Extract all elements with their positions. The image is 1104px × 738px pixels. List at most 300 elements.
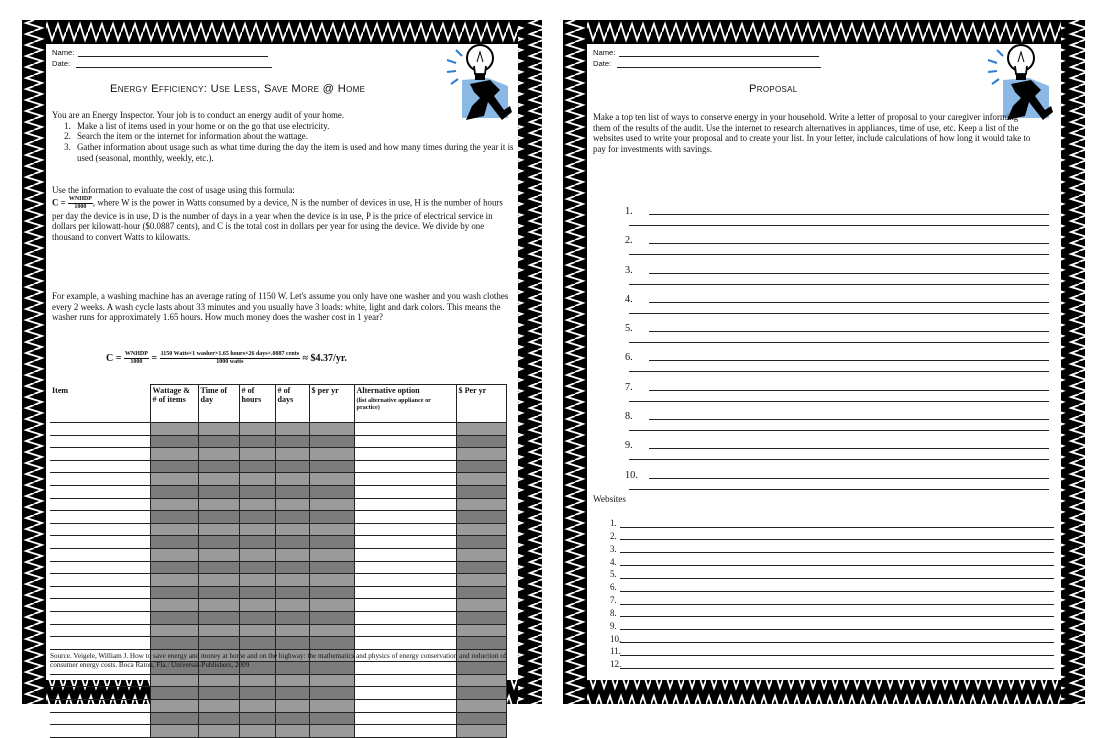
alternative-cell[interactable]	[354, 423, 456, 436]
wattage-cell[interactable]	[150, 485, 198, 498]
per-yr-cell[interactable]	[309, 435, 354, 448]
alternative-cell[interactable]	[354, 548, 456, 561]
hours-cell[interactable]	[239, 460, 275, 473]
alternative-cell[interactable]	[354, 435, 456, 448]
per-yr-cell[interactable]	[309, 536, 354, 549]
example-num-2: 1150 Watts×1 washer×1.65 hours×26 days×.0887 cents	[160, 351, 300, 357]
answer-line[interactable]	[629, 371, 1049, 372]
per-yr-cell[interactable]	[309, 725, 354, 738]
proposal-date-field[interactable]	[593, 59, 821, 68]
list-item[interactable]	[625, 235, 1049, 264]
proposal-name-field[interactable]	[593, 48, 819, 57]
answer-line[interactable]	[649, 478, 1049, 479]
days-cell[interactable]	[275, 712, 309, 725]
per-yr-cell[interactable]	[309, 548, 354, 561]
website-line[interactable]	[620, 616, 1054, 617]
item-cell[interactable]	[50, 498, 150, 511]
per-yr-cell[interactable]	[309, 712, 354, 725]
wattage-cell[interactable]	[150, 637, 198, 650]
per-yr-cell[interactable]	[309, 586, 354, 599]
list-item[interactable]	[625, 352, 1049, 381]
hours-cell[interactable]	[239, 498, 275, 511]
per-yr-2-cell[interactable]	[456, 498, 506, 511]
col-wattage: Wattage & # of items	[150, 385, 198, 423]
hours-cell[interactable]	[239, 586, 275, 599]
item-cell[interactable]	[50, 574, 150, 587]
item-cell[interactable]	[50, 725, 150, 738]
website-number: 5.	[610, 569, 617, 580]
answer-line[interactable]	[629, 254, 1049, 255]
source-citation: Source. Veigele, William J. How to save energy and money at home and on the highway: the mathematics and physics of energy conservation and reduction of consumer energy costs. Boca Raton, Fla.: Universal-Publishers, 2009	[50, 652, 507, 669]
lightbulb-person-icon	[985, 40, 1059, 122]
wattage-cell[interactable]	[150, 548, 198, 561]
per-yr-cell[interactable]	[309, 687, 354, 700]
per-yr-cell[interactable]	[309, 624, 354, 637]
table-row	[50, 460, 506, 473]
per-yr-2-cell[interactable]	[456, 548, 506, 561]
website-item[interactable]	[610, 607, 1054, 620]
per-yr-2-cell[interactable]	[456, 674, 506, 687]
per-yr-2-cell[interactable]	[456, 448, 506, 461]
per-yr-2-cell[interactable]	[456, 485, 506, 498]
wattage-cell[interactable]	[150, 674, 198, 687]
days-cell[interactable]	[275, 460, 309, 473]
website-line[interactable]	[620, 539, 1054, 540]
alternative-cell[interactable]	[354, 725, 456, 738]
wattage-cell[interactable]	[150, 435, 198, 448]
hours-cell[interactable]	[239, 536, 275, 549]
website-line[interactable]	[620, 668, 1054, 669]
website-line[interactable]	[620, 552, 1054, 553]
alternative-cell[interactable]	[354, 624, 456, 637]
websites-list	[610, 517, 1054, 671]
time-cell[interactable]	[198, 725, 239, 738]
time-cell[interactable]	[198, 548, 239, 561]
time-cell[interactable]	[198, 700, 239, 713]
hours-cell[interactable]	[239, 599, 275, 612]
formula-intro: Use the information to evaluate the cost of usage using this formula:	[52, 185, 295, 195]
days-cell[interactable]	[275, 536, 309, 549]
table-row	[50, 674, 506, 687]
website-line[interactable]	[620, 527, 1054, 528]
alternative-cell[interactable]	[354, 712, 456, 725]
days-cell[interactable]	[275, 485, 309, 498]
hours-cell[interactable]	[239, 423, 275, 436]
worksheet-title: Energy Efficiency: Use Less, Save More @ Home	[110, 83, 366, 95]
wattage-cell[interactable]	[150, 574, 198, 587]
alternative-cell[interactable]	[354, 498, 456, 511]
website-item[interactable]	[610, 530, 1054, 543]
answer-line[interactable]	[629, 459, 1049, 460]
time-cell[interactable]	[198, 574, 239, 587]
table-row	[50, 435, 506, 448]
alternative-cell[interactable]	[354, 473, 456, 486]
time-cell[interactable]	[198, 624, 239, 637]
days-cell[interactable]	[275, 473, 309, 486]
website-number: 12.	[610, 659, 622, 670]
item-cell[interactable]	[50, 687, 150, 700]
example-fraction-1	[124, 351, 149, 366]
table-row	[50, 624, 506, 637]
answer-line[interactable]	[629, 313, 1049, 314]
item-cell[interactable]	[50, 611, 150, 624]
list-number: 5.	[625, 323, 633, 335]
wattage-cell[interactable]	[150, 423, 198, 436]
website-line[interactable]	[620, 604, 1054, 605]
wattage-cell[interactable]	[150, 725, 198, 738]
wattage-cell[interactable]	[150, 511, 198, 524]
website-line[interactable]	[620, 591, 1054, 592]
answer-line[interactable]	[649, 243, 1049, 244]
list-item[interactable]	[625, 206, 1049, 235]
website-line[interactable]	[620, 655, 1054, 656]
list-item[interactable]	[625, 323, 1049, 352]
col-per-yr: $ per yr	[309, 385, 354, 423]
item-cell[interactable]	[50, 674, 150, 687]
per-yr-2-cell[interactable]	[456, 599, 506, 612]
website-item[interactable]	[610, 620, 1054, 633]
time-cell[interactable]	[198, 536, 239, 549]
hours-cell[interactable]	[239, 725, 275, 738]
alternative-cell[interactable]	[354, 687, 456, 700]
table-row	[50, 485, 506, 498]
per-yr-2-cell[interactable]	[456, 574, 506, 587]
item-cell[interactable]	[50, 460, 150, 473]
answer-line[interactable]	[649, 448, 1049, 449]
hours-cell[interactable]	[239, 548, 275, 561]
website-number: 11.	[610, 646, 621, 657]
list-item[interactable]	[625, 440, 1049, 469]
proposal-page	[563, 20, 1085, 704]
website-item[interactable]	[610, 645, 1054, 658]
wattage-cell[interactable]	[150, 700, 198, 713]
per-yr-cell[interactable]	[309, 599, 354, 612]
list-item[interactable]	[625, 265, 1049, 294]
time-cell[interactable]	[198, 423, 239, 436]
table-row	[50, 599, 506, 612]
table-row	[50, 712, 506, 725]
table-row	[50, 561, 506, 574]
per-yr-2-cell[interactable]	[456, 687, 506, 700]
time-cell[interactable]	[198, 485, 239, 498]
alternative-cell[interactable]	[354, 586, 456, 599]
days-cell[interactable]	[275, 599, 309, 612]
time-cell[interactable]	[198, 473, 239, 486]
item-cell[interactable]	[50, 637, 150, 650]
step-item: 3. Gather information about usage such as what time during the day the item is used and how many times during the year it is used (seasonal, monthly, weekly, etc.).	[73, 142, 514, 163]
per-yr-cell[interactable]	[309, 637, 354, 650]
time-cell[interactable]	[198, 586, 239, 599]
per-yr-2-cell[interactable]	[456, 561, 506, 574]
days-cell[interactable]	[275, 574, 309, 587]
answer-line[interactable]	[629, 342, 1049, 343]
time-cell[interactable]	[198, 674, 239, 687]
list-item[interactable]	[625, 470, 1049, 499]
days-cell[interactable]	[275, 725, 309, 738]
time-cell[interactable]	[198, 435, 239, 448]
table-row	[50, 687, 506, 700]
website-line[interactable]	[620, 565, 1054, 566]
answer-line[interactable]	[649, 302, 1049, 303]
wattage-cell[interactable]	[150, 586, 198, 599]
hours-cell[interactable]	[239, 561, 275, 574]
per-yr-cell[interactable]	[309, 485, 354, 498]
wattage-cell[interactable]	[150, 712, 198, 725]
hours-cell[interactable]	[239, 448, 275, 461]
item-cell[interactable]	[50, 712, 150, 725]
step-item: 2. Search the item or the internet for information about the wattage.	[73, 131, 514, 142]
website-item[interactable]	[610, 594, 1054, 607]
formula-fraction	[68, 196, 93, 211]
list-number: 6.	[625, 352, 633, 364]
time-cell[interactable]	[198, 523, 239, 536]
days-cell[interactable]	[275, 523, 309, 536]
time-cell[interactable]	[198, 712, 239, 725]
list-number: 1.	[625, 206, 633, 217]
per-yr-2-cell[interactable]	[456, 460, 506, 473]
proposal-instructions: Make a top ten list of ways to conserve energy in your household. Write a letter of proposal to your caregiver informing them of the results of the audit. Use the internet to research alternatives in appliances, time of use, etc. Keep a list of the websites used to write your proposal and to create your list. In your letter, include calculations of how long it would take to pay for investments with savings.	[593, 112, 1031, 155]
wattage-cell[interactable]	[150, 624, 198, 637]
hours-cell[interactable]	[239, 611, 275, 624]
example-num-1: WNHDP	[124, 351, 148, 357]
table-row	[50, 637, 506, 650]
hours-cell[interactable]	[239, 687, 275, 700]
item-cell[interactable]	[50, 599, 150, 612]
hours-cell[interactable]	[239, 700, 275, 713]
item-cell[interactable]	[50, 423, 150, 436]
wattage-cell[interactable]	[150, 687, 198, 700]
days-cell[interactable]	[275, 637, 309, 650]
alternative-cell[interactable]	[354, 485, 456, 498]
per-yr-cell[interactable]	[309, 523, 354, 536]
item-cell[interactable]	[50, 536, 150, 549]
alternative-cell[interactable]	[354, 574, 456, 587]
answer-line[interactable]	[629, 430, 1049, 431]
hours-cell[interactable]	[239, 511, 275, 524]
website-line[interactable]	[620, 629, 1054, 630]
website-item[interactable]	[610, 633, 1054, 646]
hours-cell[interactable]	[239, 624, 275, 637]
formula-section	[52, 185, 514, 243]
time-cell[interactable]	[198, 448, 239, 461]
per-yr-cell[interactable]	[309, 674, 354, 687]
alternative-cell[interactable]	[354, 523, 456, 536]
answer-line[interactable]	[629, 489, 1049, 490]
item-cell[interactable]	[50, 624, 150, 637]
time-cell[interactable]	[198, 611, 239, 624]
audit-table	[50, 384, 507, 738]
website-number: 7.	[610, 595, 617, 606]
list-number: 2.	[625, 235, 633, 247]
example-den-1: 1000	[130, 359, 143, 365]
list-item[interactable]	[625, 382, 1049, 411]
days-cell[interactable]	[275, 700, 309, 713]
item-cell[interactable]	[50, 586, 150, 599]
answer-line[interactable]	[629, 284, 1049, 285]
table-row	[50, 700, 506, 713]
formula-explanation: , where W is the power in Watts consumed by a device, N is the number of devices in use, H is the number of hours per day the device is in use, D is the number of days in a year when the device is in use, P is the price of electrical service in dollars per kilowatt-hour ($0.0887 cents), and C is the total cost in dollars per year for using the device. We divide by one thousand to convert Watts to kilowatts.	[52, 197, 503, 243]
alternative-cell[interactable]	[354, 674, 456, 687]
date-field[interactable]	[52, 59, 272, 68]
alternative-cell[interactable]	[354, 460, 456, 473]
alternative-cell[interactable]	[354, 511, 456, 524]
per-yr-cell[interactable]	[309, 498, 354, 511]
per-yr-cell[interactable]	[309, 561, 354, 574]
days-cell[interactable]	[275, 586, 309, 599]
answer-line[interactable]	[629, 225, 1049, 226]
example-text: For example, a washing machine has an average rating of 1150 W. Let's assume you only have one washer and you wash clothes every 2 weeks. A wash cycle lasts about 33 minutes and you usually have 3 loads: white, light and dark colors. This means the washer runs for approximately 1.65 hours. How much money does the washer cost in 1 year?	[52, 291, 509, 323]
item-cell[interactable]	[50, 511, 150, 524]
answer-line[interactable]	[649, 273, 1049, 274]
website-item[interactable]	[610, 517, 1054, 530]
per-yr-cell[interactable]	[309, 423, 354, 436]
per-yr-2-cell[interactable]	[456, 725, 506, 738]
item-cell[interactable]	[50, 435, 150, 448]
item-cell[interactable]	[50, 700, 150, 713]
website-number: 6.	[610, 582, 617, 593]
list-item[interactable]	[625, 411, 1049, 440]
per-yr-cell[interactable]	[309, 511, 354, 524]
website-line[interactable]	[620, 642, 1054, 643]
days-cell[interactable]	[275, 611, 309, 624]
formula-denominator: 1000	[74, 203, 87, 210]
example-den-2: 1000 watts	[216, 359, 244, 365]
time-cell[interactable]	[198, 561, 239, 574]
time-cell[interactable]	[198, 687, 239, 700]
item-cell[interactable]	[50, 561, 150, 574]
website-item[interactable]	[610, 581, 1054, 594]
hours-cell[interactable]	[239, 637, 275, 650]
item-cell[interactable]	[50, 473, 150, 486]
wattage-cell[interactable]	[150, 561, 198, 574]
hours-cell[interactable]	[239, 523, 275, 536]
website-number: 8.	[610, 607, 617, 618]
days-cell[interactable]	[275, 624, 309, 637]
formula-lhs: C =	[52, 197, 66, 208]
days-cell[interactable]	[275, 423, 309, 436]
website-number: 10.	[610, 633, 622, 644]
days-cell[interactable]	[275, 674, 309, 687]
hours-cell[interactable]	[239, 485, 275, 498]
wattage-cell[interactable]	[150, 611, 198, 624]
days-cell[interactable]	[275, 548, 309, 561]
website-number: 3.	[610, 543, 617, 554]
worksheet-content	[46, 44, 518, 680]
per-yr-2-cell[interactable]	[456, 473, 506, 486]
website-item[interactable]	[610, 568, 1054, 581]
per-yr-2-cell[interactable]	[456, 611, 506, 624]
item-cell[interactable]	[50, 548, 150, 561]
worksheet-page	[22, 20, 542, 704]
time-cell[interactable]	[198, 599, 239, 612]
per-yr-cell[interactable]	[309, 460, 354, 473]
item-cell[interactable]	[50, 448, 150, 461]
steps-list	[52, 121, 514, 164]
wattage-cell[interactable]	[150, 448, 198, 461]
alternative-cell[interactable]	[354, 448, 456, 461]
col-item: Item	[50, 385, 150, 423]
time-cell[interactable]	[198, 498, 239, 511]
time-cell[interactable]	[198, 511, 239, 524]
wattage-cell[interactable]	[150, 460, 198, 473]
wattage-cell[interactable]	[150, 473, 198, 486]
answer-line[interactable]	[629, 401, 1049, 402]
alternative-cell[interactable]	[354, 536, 456, 549]
per-yr-2-cell[interactable]	[456, 637, 506, 650]
hours-cell[interactable]	[239, 435, 275, 448]
days-cell[interactable]	[275, 435, 309, 448]
website-item[interactable]	[610, 543, 1054, 556]
table-row	[50, 536, 506, 549]
answer-line[interactable]	[649, 419, 1049, 420]
website-item[interactable]	[610, 556, 1054, 569]
table-row	[50, 498, 506, 511]
list-item[interactable]	[625, 294, 1049, 323]
time-cell[interactable]	[198, 637, 239, 650]
item-cell[interactable]	[50, 485, 150, 498]
answer-line[interactable]	[649, 331, 1049, 332]
alternative-cell[interactable]	[354, 637, 456, 650]
answer-line[interactable]	[649, 360, 1049, 361]
date-label: Date:	[52, 59, 71, 68]
per-yr-2-cell[interactable]	[456, 624, 506, 637]
days-cell[interactable]	[275, 448, 309, 461]
answer-line[interactable]	[649, 390, 1049, 391]
days-cell[interactable]	[275, 498, 309, 511]
hours-cell[interactable]	[239, 574, 275, 587]
alternative-cell[interactable]	[354, 700, 456, 713]
per-yr-cell[interactable]	[309, 574, 354, 587]
days-cell[interactable]	[275, 511, 309, 524]
col-per-yr-2: $ Per yr	[456, 385, 506, 423]
list-number: 7.	[625, 381, 633, 393]
wattage-cell[interactable]	[150, 523, 198, 536]
per-yr-cell[interactable]	[309, 473, 354, 486]
hours-cell[interactable]	[239, 473, 275, 486]
name-field[interactable]	[52, 48, 268, 57]
col-days: # of days	[275, 385, 309, 423]
website-line[interactable]	[620, 578, 1054, 579]
alternative-cell[interactable]	[354, 599, 456, 612]
per-yr-2-cell[interactable]	[456, 712, 506, 725]
website-item[interactable]	[610, 658, 1054, 671]
wattage-cell[interactable]	[150, 498, 198, 511]
alternative-cell[interactable]	[354, 561, 456, 574]
time-cell[interactable]	[198, 460, 239, 473]
per-yr-cell[interactable]	[309, 611, 354, 624]
wattage-cell[interactable]	[150, 536, 198, 549]
days-cell[interactable]	[275, 561, 309, 574]
per-yr-2-cell[interactable]	[456, 423, 506, 436]
item-cell[interactable]	[50, 523, 150, 536]
per-yr-cell[interactable]	[309, 448, 354, 461]
hours-cell[interactable]	[239, 712, 275, 725]
per-yr-2-cell[interactable]	[456, 700, 506, 713]
per-yr-cell[interactable]	[309, 700, 354, 713]
per-yr-2-cell[interactable]	[456, 435, 506, 448]
answer-line[interactable]	[649, 214, 1049, 215]
list-number: 9.	[625, 440, 633, 452]
alternative-cell[interactable]	[354, 611, 456, 624]
hours-cell[interactable]	[239, 674, 275, 687]
per-yr-2-cell[interactable]	[456, 536, 506, 549]
per-yr-2-cell[interactable]	[456, 586, 506, 599]
wattage-cell[interactable]	[150, 599, 198, 612]
days-cell[interactable]	[275, 687, 309, 700]
step-item: 1. Make a list of items used in your home or on the go that use electricity.	[73, 121, 514, 132]
per-yr-2-cell[interactable]	[456, 523, 506, 536]
per-yr-2-cell[interactable]	[456, 511, 506, 524]
